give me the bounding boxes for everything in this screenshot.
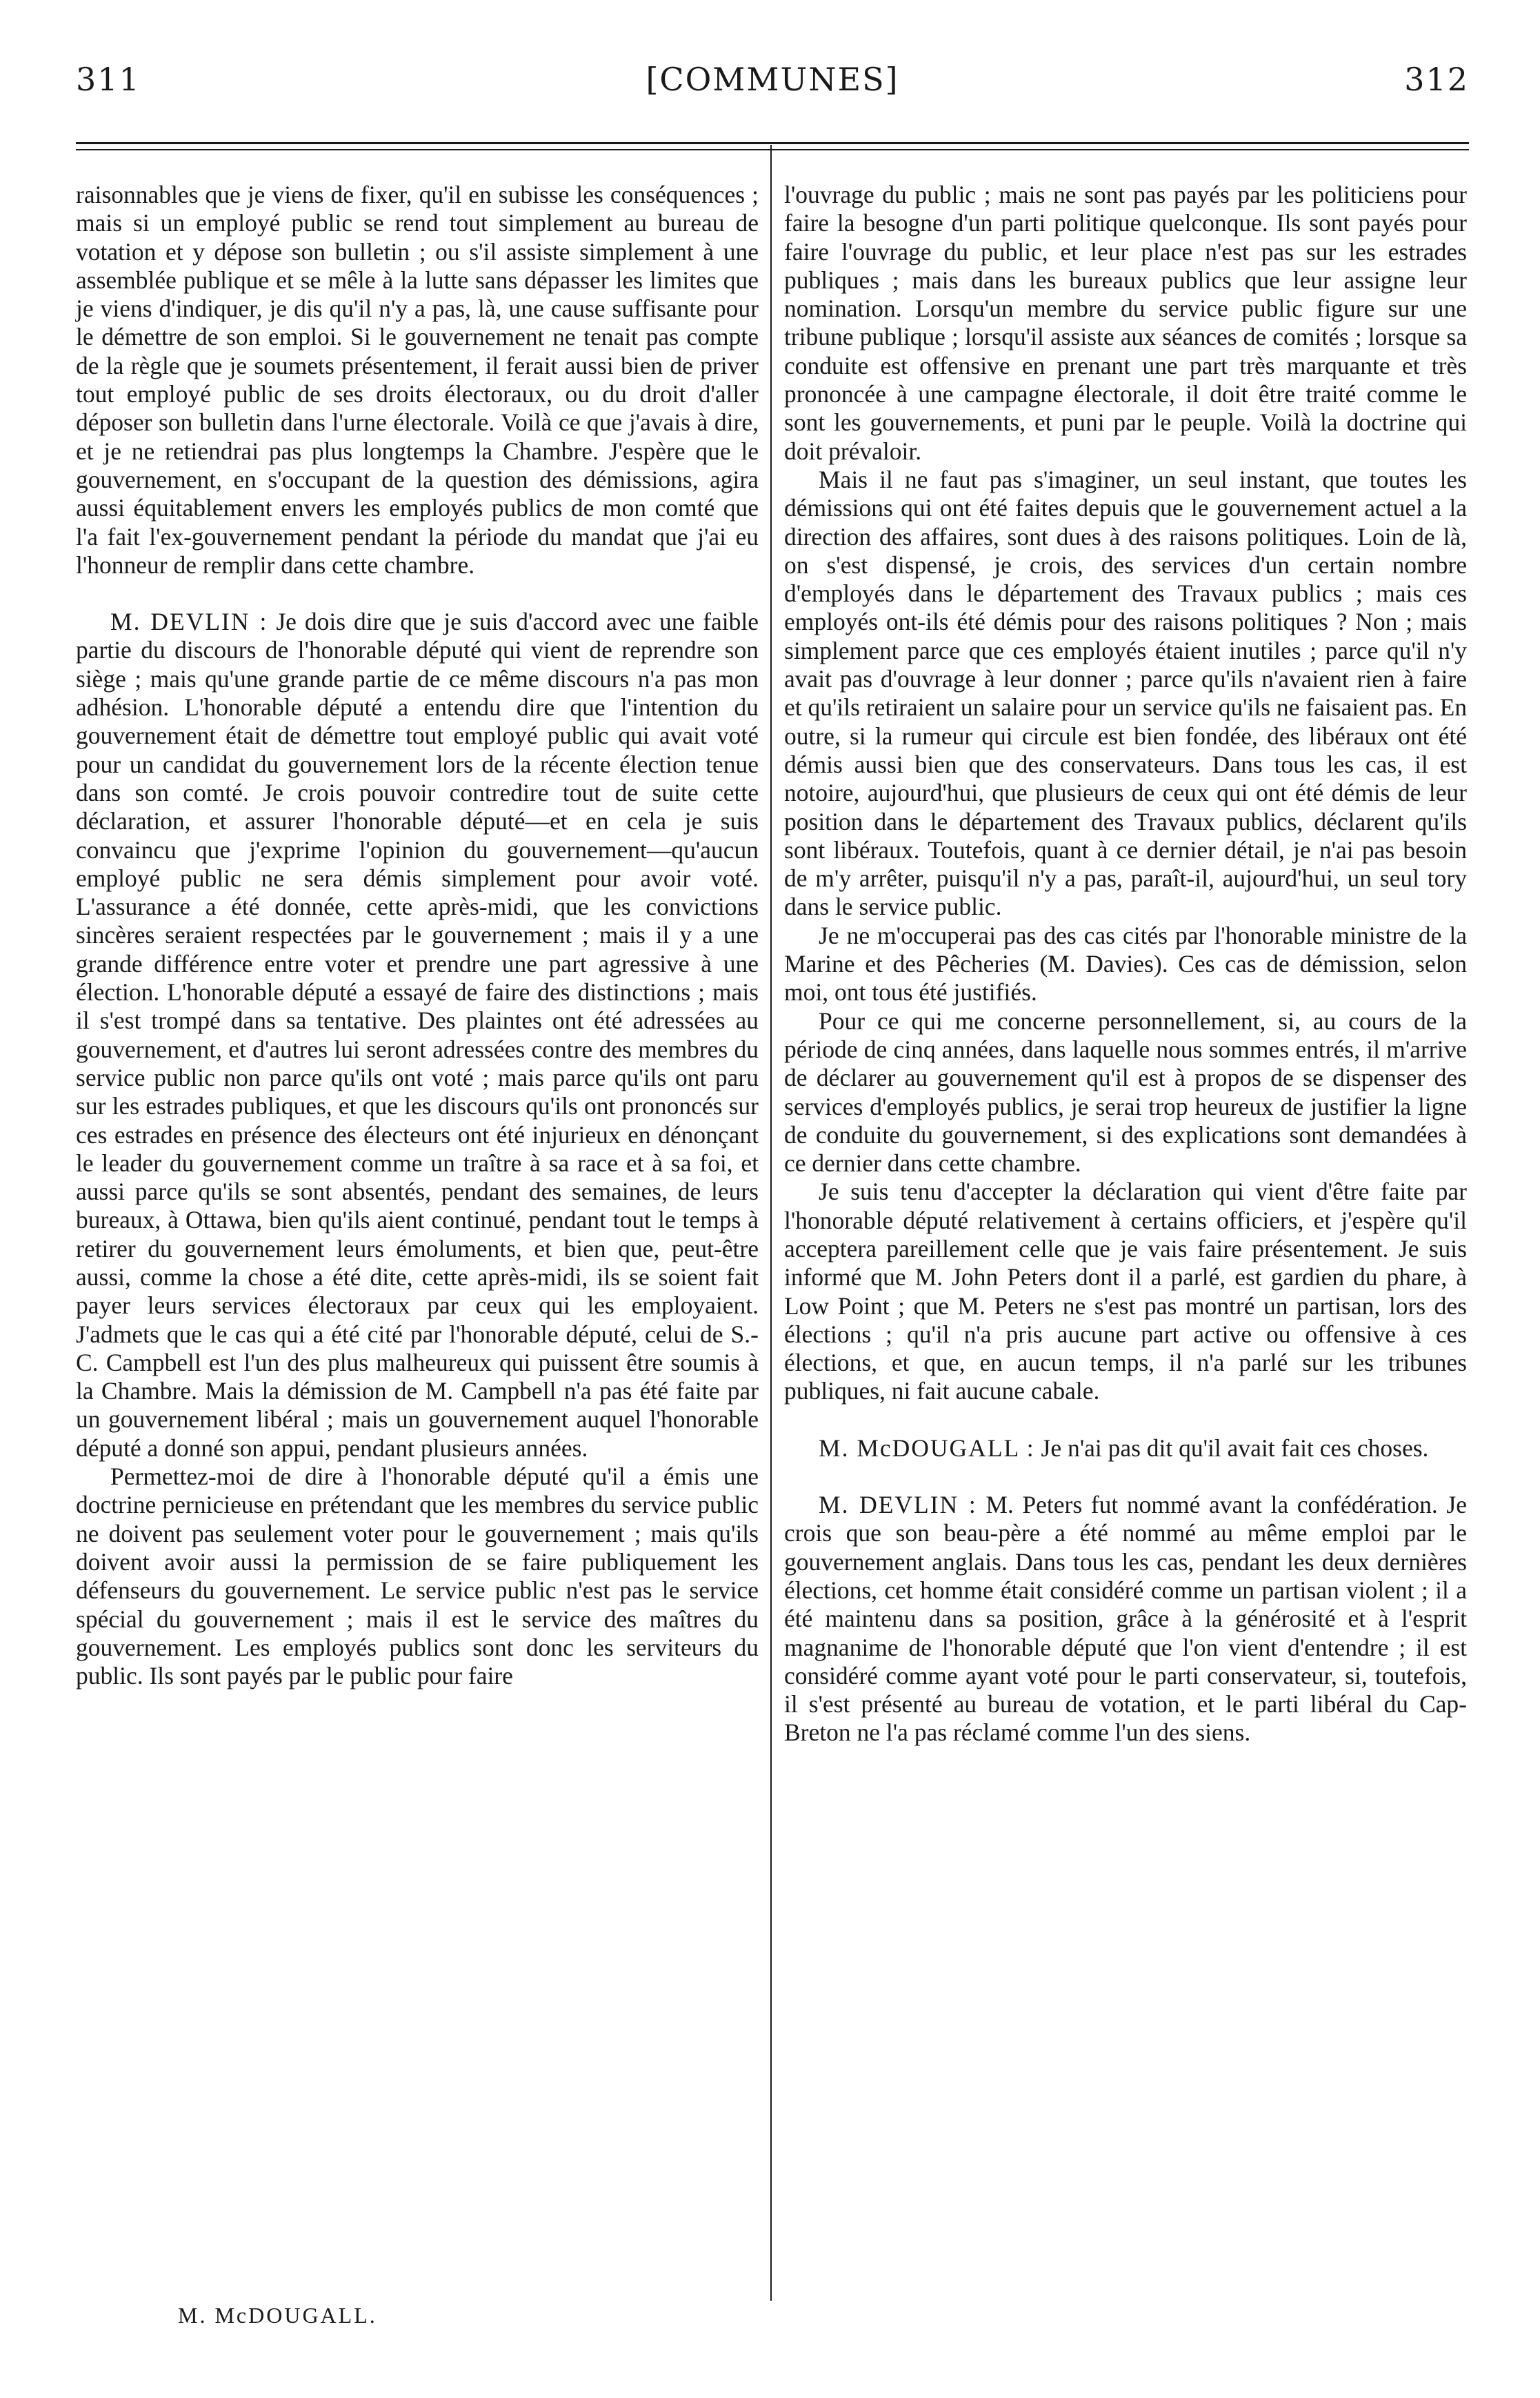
right-paragraph-7 [784,1491,1467,1747]
header-rule-bottom [76,149,1469,150]
speech-text: Je n'ai pas dit qu'il avait fait ces choses. [1034,1434,1429,1462]
right-paragraph-1: l'ouvrage du public ; mais ne sont pas payés par les politiciens pour faire la besogne d'un parti politique quelconque. Ils sont payés pour faire l'ouvrage du public, et leur place n'est pas sur les estrades publiques ; mais dans les bureaux publics que leur assigne leur nomination. Lorsqu'un membre du service public figure sur une tribune publique ; lorsqu'il assiste aux séances de comités ; lorsque sa conduite est offensive en prenant une part très marquante et très prononcée à une campagne électorale, il doit être traité comme le sont les gouvernements, et puni par le peuple. Voilà la doctrine qui doit prévaloir. [784,181,1467,465]
right-paragraph-5: Je suis tenu d'accepter la déclaration qui vient d'être faite par l'honorable député relativement à certains officiers, et j'espère qu'il acceptera pareillement celle que je vais faire présentement. Je suis informé que M. John Peters dont il a parlé, est gardien du phare, à Low Point ; que M. Peters ne s'est pas montré un partisan, lors des élections ; qu'il n'a pris aucune part active ou offensive à ces élections, et que, en aucun temps, il n'a parlé sur les tribunes publiques, ni fait aucune cabale. [784,1178,1467,1405]
speech-text: M. Peters fut nommé avant la confédération. Je crois que son beau-père a été nommé au même emploi par le gouvernement anglais. Dans tous les cas, pendant les deux dernières élections, cet homme était considéré comme un partisan violent ; il a été maintenu dans sa position, grâce à la générosité et à l'esprit magnanime de l'honorable député que l'on vient d'entendre ; il est considéré comme ayant voté pour le parti conservateur, si, toutefois, il s'est présenté au bureau de votation, et le parti libéral du Cap-Breton ne l'a pas réclamé comme l'un des siens. [784,1491,1468,1747]
right-column [784,181,1467,1747]
speaker-name: M. DEVLIN : [110,608,268,636]
left-paragraph-3: Permettez-moi de dire à l'honorable député qu'il a émis une doctrine pernicieuse en prétendant que les membres du service public ne doivent pas seulement voter pour le gouvernement ; mais qu'ils doivent avoir aussi la permission de se faire publiquement les défenseurs du gouvernement. Le service public n'est pas le service spécial du gouvernement ; mais il est le service des maîtres du gouvernement. Les employés publics sont donc les serviteurs du public. Ils sont payés par le public pour faire [76,1463,759,1690]
right-paragraph-4: Pour ce qui me concerne personnellement, si, au cours de la période de cinq années, dans laquelle nous sommes entrés, il m'arrive de déclarer au gouvernement qu'il est à propos de se dispenser des services d'employés publics, je serai trop heureux de justifier la ligne de conduite du gouvernement, si des explications sont demandées à ce dernier dans cette chambre. [784,1007,1467,1178]
page-number-left: 311 [76,61,141,98]
left-paragraph-1: raisonnables que je viens de fixer, qu'il en subisse les conséquences ; mais si un employé public se rend tout simplement au bureau de votation et y dépose son bulletin ; ou s'il assiste simplement à une assemblée publique et se mêle à la lutte sans dépasser les limites que je viens d'indiquer, je dis qu'il n'y a pas, là, une cause suffisante pour le démettre de son emploi. Si le gouvernement ne tenait pas compte de la règle que je soumets présentement, il ferait aussi bien de priver tout employé public de ses droits électoraux, ou du droit d'aller déposer son bulletin dans l'urne électorale. Voilà ce que j'avais à dire, et je ne retiendrai pas plus longtemps la Chambre. J'espère que le gouvernement, en s'occupant de la question des démissions, agira aussi équitablement envers les employés publics de mon comté que l'a fait l'ex-gouvernement pendant la période du mandat que j'ai eu l'honneur de remplir dans cette chambre. [76,181,759,579]
right-paragraph-6 [784,1434,1467,1463]
speaker-name: M. DEVLIN : [819,1491,977,1519]
left-column [76,181,759,1690]
speech-text: Je dois dire que je suis d'accord avec une faible partie du discours de l'honorable député qui vient de reprendre son siège ; mais qu'une grande partie de ce même discours n'a pas mon adhésion. L'honorable député a entendu dire que l'intention du gouvernement était de démettre tout employé public qui avait voté pour un candidat du gouvernement lors de la récente élection tenue dans son comté. Je crois pouvoir contredire tout de suite cette déclaration, et assurer l'honorable député—et en cela je suis convaincu que j'exprime l'opinion du gouvernement—qu'aucun employé public ne sera démis simplement pour avoir voté. L'assurance a été donnée, cette après-midi, que les convictions sincères seraient respectées par le gouvernement ; mais il y a une grande différence entre voter et prendre une part agressive à une élection. L'honorable député a essayé de faire des distinctions ; mais il s'est trompé dans sa tentative. Des plaintes ont été adressées au gouvernement, et d'autres lui seront adressées contre des membres du service public non parce qu'ils ont voté ; mais parce qu'ils ont paru sur les estrades publiques, et que les discours qu'ils ont prononcés sur ces estrades en présence des électeurs ont été injurieux en dénonçant le leader du gouvernement comme un traître à sa race et à sa foi, et aussi parce qu'ils se sont absentés, pendant des semaines, de leurs bureaux, à Ottawa, bien qu'ils aient continué, pendant tout le temps à retirer du gouvernement leurs émoluments, et bien que, peut-être aussi, comme la chose a été dite, cette après-midi, ils se soient fait payer leurs services électoraux par ceux qui les employaient. J'admets que le cas qui a été cité par l'honorable député, celui de S.-C. Campbell est l'un des plus malheureux qui puissent être soumis à la Chambre. Mais la démission de M. Campbell n'a pas été faite par un gouvernement libéral ; mais un gouvernement auquel l'honorable député a donné son appui, pendant plusieurs années. [76,608,759,1462]
running-title: [COMMUNES] [646,61,899,98]
page-number-right: 312 [1404,61,1469,98]
page-header [76,61,1469,109]
catchword: M. McDOUGALL. [178,2303,377,2328]
right-paragraph-3: Je ne m'occuperai pas des cas cités par l'honorable ministre de la Marine et des Pêcheries (M. Davies). Ces cas de démission, selon moi, ont tous été justifiés. [784,921,1467,1007]
speaker-name: M. McDOUGALL : [819,1434,1035,1462]
left-paragraph-2 [76,608,759,1463]
column-divider [770,145,772,2301]
header-rule-top [76,142,1469,144]
right-paragraph-2: Mais il ne faut pas s'imaginer, un seul instant, que toutes les démissions qui ont été faites depuis que le gouvernement actuel a la direction des affaires, sont dues à des raisons politiques. Loin de là, on s'est dispensé, je crois, des services d'un certain nombre d'employés dans le département des Travaux publics ; mais ces employés ont-ils été démis pour des raisons politiques ? Non ; mais simplement parce que ces employés étaient inutiles ; parce qu'il n'y avait pas d'ouvrage à leur donner ; parce qu'ils n'avaient rien à faire et qu'ils retiraient un salaire pour un service qu'ils ne faisaient pas. En outre, si la rumeur qui circule est bien fondée, des libéraux ont été démis aussi bien que des conservateurs. Dans tous les cas, il est notoire, aujourd'hui, que plusieurs de ceux qui ont été démis de leur position dans le département des Travaux publics, déclarent qu'ils sont libéraux. Toutefois, quant à ce dernier détail, je n'ai pas besoin de m'y arrêter, puisqu'il n'y a pas, paraît-il, aujourd'hui, un seul tory dans le service public. [784,465,1467,921]
